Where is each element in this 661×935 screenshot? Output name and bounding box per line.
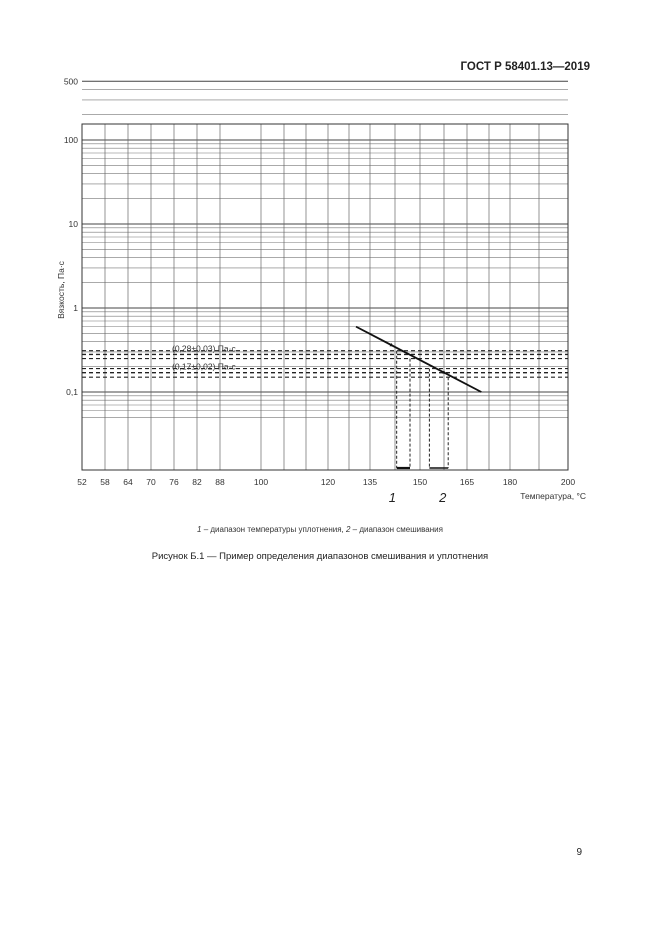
y-axis-title: Вязкость, Па·с bbox=[56, 261, 66, 319]
x-tick-label: 150 bbox=[412, 477, 428, 487]
reference-label: (0,28±0,03) Па·с bbox=[172, 343, 236, 354]
series-line bbox=[356, 327, 481, 392]
range-marker-1: 1 bbox=[388, 490, 396, 505]
y-tick-label: 500 bbox=[63, 76, 78, 87]
x-axis-title: Температура, °С bbox=[520, 491, 586, 501]
reference-label: (0,17±0,02) Па·с bbox=[172, 361, 236, 372]
x-tick-label: 88 bbox=[215, 477, 225, 487]
x-tick-label: 120 bbox=[320, 477, 336, 487]
x-tick-label: 180 bbox=[502, 477, 518, 487]
x-tick-label: 64 bbox=[123, 477, 133, 487]
y-tick-label: 0,1 bbox=[66, 387, 78, 397]
plot-frame bbox=[82, 124, 568, 470]
x-tick-label: 52 bbox=[77, 477, 87, 487]
chart-grid bbox=[82, 81, 568, 470]
range-marker-2: 2 bbox=[439, 490, 447, 505]
x-tick-label: 58 bbox=[100, 477, 110, 487]
x-tick-label: 82 bbox=[192, 477, 202, 487]
y-tick-label: 100 bbox=[63, 135, 78, 145]
x-tick-label: 100 bbox=[253, 477, 269, 487]
x-tick-label: 135 bbox=[362, 477, 378, 487]
legend-text-1: – диапазон температуры уплотнения, bbox=[201, 525, 346, 534]
figure-caption: Рисунок Б.1 — Пример определения диапазонов смешивания и уплотнения bbox=[151, 551, 489, 562]
legend-marker-1: 1 bbox=[197, 525, 202, 534]
document-code: ГОСТ Р 58401.13—2019 bbox=[460, 61, 590, 73]
x-tick-label: 70 bbox=[146, 477, 156, 487]
figure-legend bbox=[120, 525, 520, 534]
y-tick-label: 1 bbox=[73, 303, 78, 313]
y-tick-labels bbox=[64, 76, 78, 397]
x-tick-label: 165 bbox=[459, 477, 475, 487]
x-tick-label: 200 bbox=[560, 477, 576, 487]
x-tick-label: 76 bbox=[169, 477, 179, 487]
legend-text-2: – диапазон смешивания bbox=[350, 525, 443, 534]
legend-marker-2: 2 bbox=[346, 525, 351, 534]
reference-lines bbox=[82, 343, 568, 377]
y-tick-label: 10 bbox=[68, 219, 78, 229]
x-tick-labels bbox=[77, 477, 575, 487]
page-number: 9 bbox=[576, 847, 582, 858]
viscosity-series-line bbox=[356, 327, 481, 392]
